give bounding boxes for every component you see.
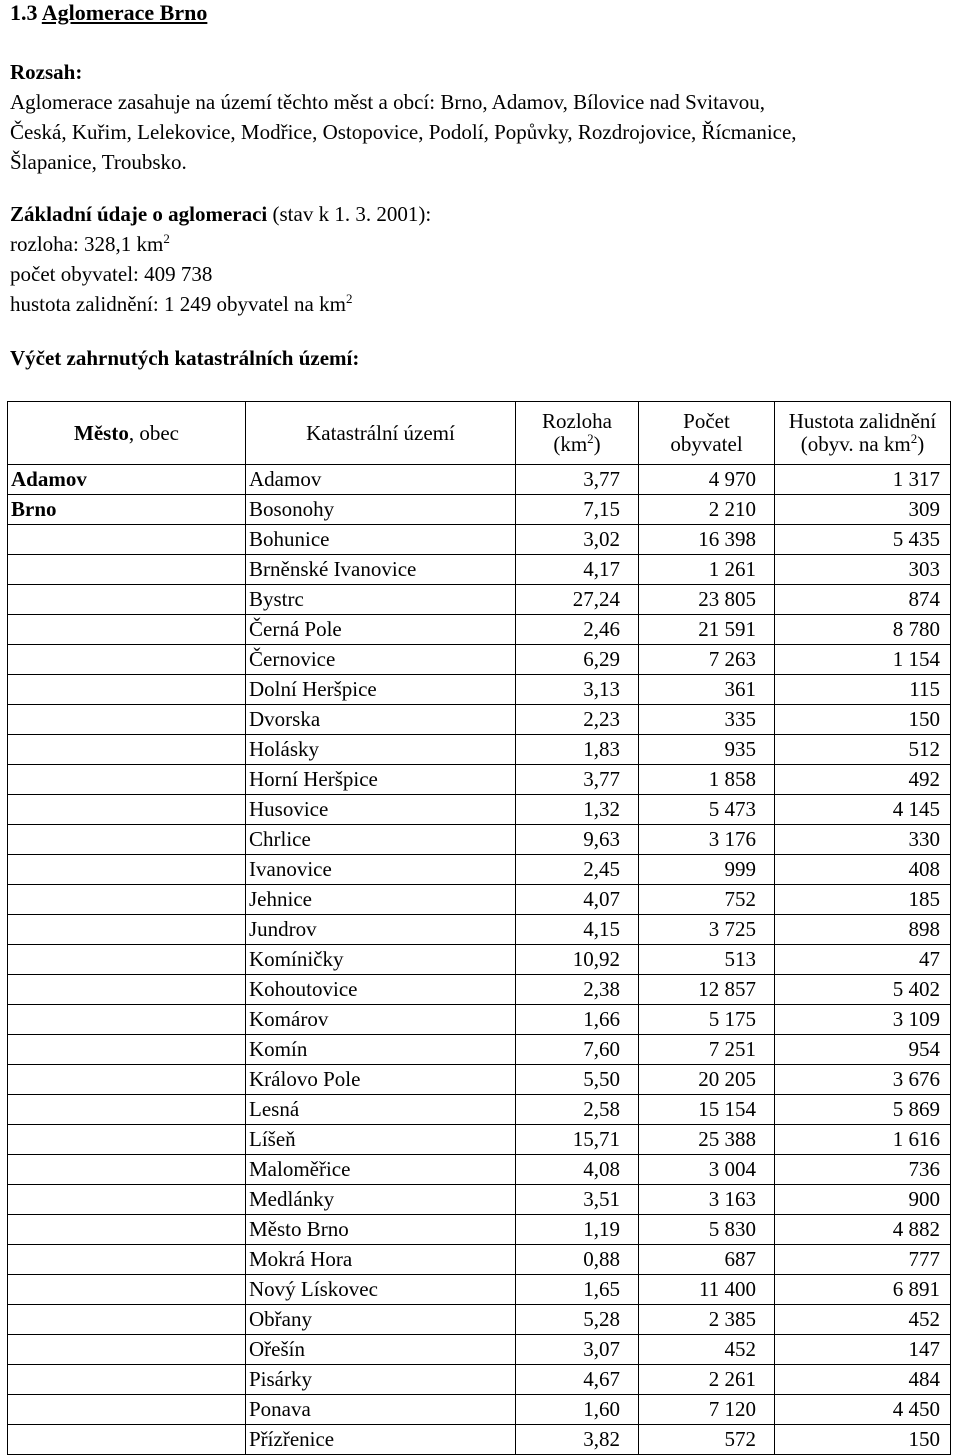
table-row (8, 615, 951, 645)
cell-population: 1 261 (639, 555, 775, 585)
table-row (8, 1005, 951, 1035)
cell-density: 147 (775, 1335, 951, 1365)
section-title: Aglomerace Brno (41, 0, 208, 25)
cell-city (8, 1305, 246, 1335)
cell-area: 5,28 (516, 1305, 639, 1335)
cell-population: 3 176 (639, 825, 775, 855)
cell-city (8, 675, 246, 705)
cell-population: 3 163 (639, 1185, 775, 1215)
section-number: 1.3 (10, 0, 38, 25)
cell-territory: Jundrov (246, 915, 516, 945)
cell-population: 21 591 (639, 615, 775, 645)
cell-area: 5,50 (516, 1065, 639, 1095)
cell-population: 15 154 (639, 1095, 775, 1125)
cell-area: 3,77 (516, 765, 639, 795)
cell-population: 4 970 (639, 465, 775, 495)
cell-city: Adamov (8, 465, 246, 495)
basic-data-section (10, 199, 431, 319)
cell-territory: Bosonohy (246, 495, 516, 525)
cell-density: 5 402 (775, 975, 951, 1005)
header-city-rest: , obec (128, 420, 179, 445)
cell-city (8, 1365, 246, 1395)
cell-city (8, 735, 246, 765)
cell-city (8, 795, 246, 825)
table-row (8, 795, 951, 825)
population-line: počet obyvatel: 409 738 (10, 262, 213, 286)
cell-density: 3 676 (775, 1065, 951, 1095)
table-row (8, 915, 951, 945)
cell-city (8, 1215, 246, 1245)
cell-territory: Líšeň (246, 1125, 516, 1155)
cell-city (8, 825, 246, 855)
cell-territory: Bohunice (246, 525, 516, 555)
cell-density: 1 317 (775, 465, 951, 495)
area-sup: 2 (163, 231, 170, 246)
table-row (8, 735, 951, 765)
cell-population: 7 251 (639, 1035, 775, 1065)
cell-population: 752 (639, 885, 775, 915)
cell-population: 11 400 (639, 1275, 775, 1305)
cell-city (8, 1125, 246, 1155)
cell-density: 6 891 (775, 1275, 951, 1305)
cell-density: 898 (775, 915, 951, 945)
cell-area: 3,77 (516, 465, 639, 495)
cell-territory: Dvorska (246, 705, 516, 735)
table-row (8, 555, 951, 585)
cell-population: 572 (639, 1425, 775, 1455)
cell-territory: Medlánky (246, 1185, 516, 1215)
cell-population: 452 (639, 1335, 775, 1365)
table-row (8, 1425, 951, 1455)
cell-city (8, 1035, 246, 1065)
cell-city (8, 1245, 246, 1275)
cell-population: 23 805 (639, 585, 775, 615)
cell-area: 15,71 (516, 1125, 639, 1155)
cell-territory: Husovice (246, 795, 516, 825)
cell-city (8, 1065, 246, 1095)
table-row (8, 1305, 951, 1335)
cell-area: 1,83 (516, 735, 639, 765)
cell-area: 0,88 (516, 1245, 639, 1275)
scope-line-1: Aglomerace zasahuje na území těchto měst a obcí: Brno, Adamov, Bílovice nad Svitavou, (10, 90, 766, 114)
cell-city (8, 915, 246, 945)
header-density-close: ) (917, 432, 925, 456)
cell-city (8, 1155, 246, 1185)
table-row (8, 1035, 951, 1065)
cell-area: 9,63 (516, 825, 639, 855)
header-territory: Katastrální území (246, 402, 516, 465)
cell-city (8, 615, 246, 645)
section-heading (10, 0, 207, 26)
cell-territory: Ponava (246, 1395, 516, 1425)
table-row (8, 1275, 951, 1305)
cell-density: 954 (775, 1035, 951, 1065)
scope-line-3: Šlapanice, Troubsko. (10, 150, 187, 174)
cell-density: 4 145 (775, 795, 951, 825)
cell-city (8, 1335, 246, 1365)
cell-area: 1,60 (516, 1395, 639, 1425)
cell-area: 3,13 (516, 675, 639, 705)
table-row (8, 855, 951, 885)
cell-population: 25 388 (639, 1125, 775, 1155)
table-row (8, 1065, 951, 1095)
table-row (8, 825, 951, 855)
cell-territory: Komárov (246, 1005, 516, 1035)
table-row (8, 765, 951, 795)
cell-density: 874 (775, 585, 951, 615)
cell-area: 10,92 (516, 945, 639, 975)
cell-area: 4,08 (516, 1155, 639, 1185)
table-row (8, 975, 951, 1005)
cell-density: 330 (775, 825, 951, 855)
cell-density: 115 (775, 675, 951, 705)
cell-city (8, 1425, 246, 1455)
cell-territory: Přízřenice (246, 1425, 516, 1455)
table-row (8, 885, 951, 915)
table-row (8, 1365, 951, 1395)
header-density-line2 (778, 433, 947, 456)
table-row (8, 1125, 951, 1155)
basic-data-date: (stav k 1. 3. 2001): (272, 202, 432, 226)
cell-population: 5 473 (639, 795, 775, 825)
cell-territory: Komíničky (246, 945, 516, 975)
header-density-sup: 2 (910, 431, 918, 446)
cell-population: 20 205 (639, 1065, 775, 1095)
cell-city (8, 1275, 246, 1305)
cell-territory: Mokrá Hora (246, 1245, 516, 1275)
table-row (8, 705, 951, 735)
cell-density: 1 616 (775, 1125, 951, 1155)
cell-area: 3,07 (516, 1335, 639, 1365)
cell-density: 492 (775, 765, 951, 795)
cell-area: 1,19 (516, 1215, 639, 1245)
cell-area: 2,46 (516, 615, 639, 645)
cell-density: 452 (775, 1305, 951, 1335)
cell-density: 4 450 (775, 1395, 951, 1425)
cell-city: Brno (8, 495, 246, 525)
cell-density: 8 780 (775, 615, 951, 645)
table-body (8, 465, 951, 1455)
table-row (8, 675, 951, 705)
cell-density: 3 109 (775, 1005, 951, 1035)
basic-data-heading (10, 199, 431, 229)
scope-label: Rozsah: (10, 60, 83, 84)
cell-city (8, 885, 246, 915)
cell-population: 2 261 (639, 1365, 775, 1395)
cell-area: 2,58 (516, 1095, 639, 1125)
cell-city (8, 1005, 246, 1035)
cell-area: 1,66 (516, 1005, 639, 1035)
header-area-sup: 2 (587, 431, 594, 446)
cell-territory: Královo Pole (246, 1065, 516, 1095)
cell-population: 935 (639, 735, 775, 765)
table-row (8, 585, 951, 615)
table-row (8, 1335, 951, 1365)
cell-territory: Lesná (246, 1095, 516, 1125)
cell-population: 1 858 (639, 765, 775, 795)
table-row (8, 1185, 951, 1215)
header-pop-line1: Počet (683, 409, 730, 433)
list-title: Výčet zahrnutých katastrálních území: (10, 346, 360, 370)
cell-city (8, 525, 246, 555)
cell-area: 1,65 (516, 1275, 639, 1305)
density-line (10, 289, 431, 319)
cell-territory: Holásky (246, 735, 516, 765)
header-area-line2 (519, 433, 635, 456)
cell-city (8, 1395, 246, 1425)
header-area (516, 402, 639, 465)
table-row (8, 1245, 951, 1275)
cell-territory: Horní Heršpice (246, 765, 516, 795)
cell-territory: Ivanovice (246, 855, 516, 885)
cell-territory: Komín (246, 1035, 516, 1065)
cell-territory: Obřany (246, 1305, 516, 1335)
cell-density: 303 (775, 555, 951, 585)
cell-city (8, 765, 246, 795)
cell-density: 309 (775, 495, 951, 525)
cell-area: 3,51 (516, 1185, 639, 1215)
cell-territory: Jehnice (246, 885, 516, 915)
cell-area: 7,60 (516, 1035, 639, 1065)
cell-area: 27,24 (516, 585, 639, 615)
cell-density: 484 (775, 1365, 951, 1395)
cell-density: 150 (775, 705, 951, 735)
cell-population: 7 120 (639, 1395, 775, 1425)
cell-area: 1,32 (516, 795, 639, 825)
cell-territory: Nový Lískovec (246, 1275, 516, 1305)
cell-territory: Brněnské Ivanovice (246, 555, 516, 585)
density-sup: 2 (345, 291, 353, 306)
cell-population: 2 385 (639, 1305, 775, 1335)
scope-section (10, 57, 797, 177)
cell-territory: Maloměřice (246, 1155, 516, 1185)
header-density-unit: (obyv. na km (800, 432, 911, 456)
cell-territory: Černovice (246, 645, 516, 675)
table-row (8, 945, 951, 975)
cell-area: 2,45 (516, 855, 639, 885)
cell-territory: Adamov (246, 465, 516, 495)
cell-population: 999 (639, 855, 775, 885)
cell-territory: Černá Pole (246, 615, 516, 645)
cell-population: 361 (639, 675, 775, 705)
cell-area: 3,02 (516, 525, 639, 555)
area-text: rozloha: 328,1 km (10, 232, 164, 256)
cell-density: 900 (775, 1185, 951, 1215)
header-city-bold: Město (74, 420, 129, 445)
cell-area: 6,29 (516, 645, 639, 675)
cell-city (8, 1095, 246, 1125)
table-row (8, 1215, 951, 1245)
cell-density: 1 154 (775, 645, 951, 675)
cell-density: 408 (775, 855, 951, 885)
basic-data-label: Základní údaje o aglomeraci (10, 202, 268, 226)
cell-population: 513 (639, 945, 775, 975)
table-row (8, 1395, 951, 1425)
territory-table (7, 401, 951, 1455)
cell-density: 5 869 (775, 1095, 951, 1125)
cell-territory: Bystrc (246, 585, 516, 615)
cell-territory: Chrlice (246, 825, 516, 855)
header-area-unit: (km (553, 432, 588, 456)
cell-population: 3 725 (639, 915, 775, 945)
cell-population: 5 830 (639, 1215, 775, 1245)
table-row (8, 465, 951, 495)
header-density-line1: Hustota zalidnění (788, 409, 937, 433)
cell-area: 4,15 (516, 915, 639, 945)
cell-area: 2,38 (516, 975, 639, 1005)
cell-area: 4,67 (516, 1365, 639, 1395)
cell-area: 3,82 (516, 1425, 639, 1455)
cell-city (8, 585, 246, 615)
header-pop-line2: obyvatel (670, 432, 743, 456)
cell-area: 4,07 (516, 885, 639, 915)
cell-population: 687 (639, 1245, 775, 1275)
header-population (639, 402, 775, 465)
cell-density: 512 (775, 735, 951, 765)
header-density (775, 402, 951, 465)
cell-density: 4 882 (775, 1215, 951, 1245)
density-text: hustota zalidnění: 1 249 obyvatel na km (10, 292, 346, 316)
cell-area: 7,15 (516, 495, 639, 525)
scope-line-2: Česká, Kuřim, Lelekovice, Modřice, Ostopovice, Podolí, Popůvky, Rozdrojovice, Řícmanice, (10, 120, 797, 144)
cell-density: 150 (775, 1425, 951, 1455)
header-area-close: ) (593, 432, 601, 456)
cell-city (8, 1185, 246, 1215)
cell-population: 335 (639, 705, 775, 735)
cell-territory: Kohoutovice (246, 975, 516, 1005)
cell-territory: Ořešín (246, 1335, 516, 1365)
header-city (8, 402, 246, 465)
table-row (8, 1095, 951, 1125)
table-row (8, 645, 951, 675)
cell-population: 12 857 (639, 975, 775, 1005)
cell-population: 7 263 (639, 645, 775, 675)
cell-territory: Dolní Heršpice (246, 675, 516, 705)
cell-city (8, 975, 246, 1005)
cell-city (8, 555, 246, 585)
cell-density: 777 (775, 1245, 951, 1275)
table-row (8, 1155, 951, 1185)
cell-territory: Pisárky (246, 1365, 516, 1395)
cell-city (8, 645, 246, 675)
area-line (10, 229, 431, 259)
header-area-line1: Rozloha (542, 409, 612, 433)
table-header-row (8, 402, 951, 465)
cell-density: 5 435 (775, 525, 951, 555)
cell-density: 47 (775, 945, 951, 975)
cell-city (8, 855, 246, 885)
cell-population: 16 398 (639, 525, 775, 555)
cell-population: 5 175 (639, 1005, 775, 1035)
cell-population: 2 210 (639, 495, 775, 525)
cell-density: 185 (775, 885, 951, 915)
cell-city (8, 705, 246, 735)
table-row (8, 495, 951, 525)
cell-area: 4,17 (516, 555, 639, 585)
cell-population: 3 004 (639, 1155, 775, 1185)
cell-area: 2,23 (516, 705, 639, 735)
cell-city (8, 945, 246, 975)
cell-density: 736 (775, 1155, 951, 1185)
table-row (8, 525, 951, 555)
cell-territory: Město Brno (246, 1215, 516, 1245)
